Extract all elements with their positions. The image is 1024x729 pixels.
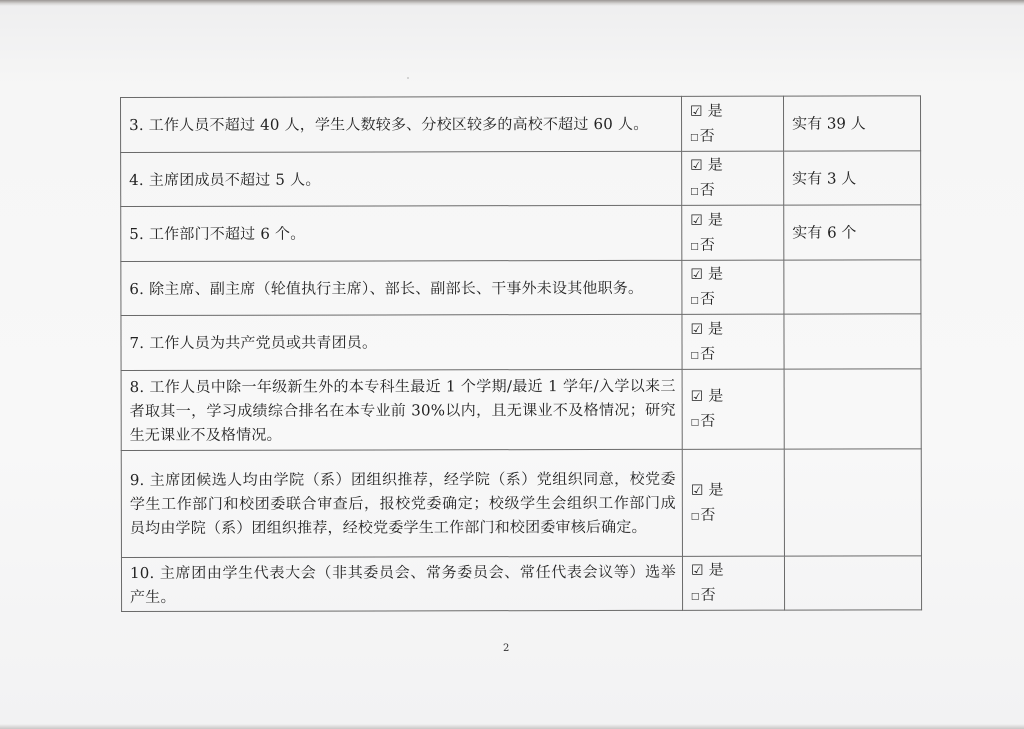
- yes-label: 是: [707, 210, 723, 229]
- empty-box-icon[interactable]: □: [690, 417, 700, 428]
- checked-box-icon[interactable]: ☑: [690, 266, 703, 283]
- criterion-text: 4. 主席团成员不超过 5 人。: [121, 151, 682, 206]
- no-option[interactable]: [691, 409, 778, 435]
- empty-box-icon[interactable]: □: [690, 186, 699, 197]
- table-row: [121, 556, 921, 612]
- checked-box-icon[interactable]: ☑: [690, 482, 704, 499]
- yes-no-options: [682, 260, 784, 314]
- yes-option[interactable]: [691, 384, 778, 409]
- no-label: 否: [700, 585, 716, 604]
- note-cell: 实有 3 人: [784, 151, 921, 205]
- yes-label: 是: [708, 560, 724, 579]
- yes-option[interactable]: [691, 558, 778, 583]
- note-cell: [784, 369, 921, 449]
- yes-label: 是: [707, 101, 723, 120]
- checked-box-icon[interactable]: ☑: [690, 562, 704, 579]
- yes-option[interactable]: [690, 153, 777, 178]
- checked-box-icon[interactable]: ☑: [690, 212, 703, 229]
- criterion-text: 3. 工作人员不超过 40 人，学生人数较多、分校区较多的高校不超过 60 人。: [121, 96, 682, 152]
- no-option[interactable]: [690, 287, 777, 313]
- criterion-text: 7. 工作人员为共产党员或共青团员。: [121, 314, 682, 370]
- paper-speck: [407, 77, 409, 79]
- empty-box-icon[interactable]: □: [690, 350, 700, 361]
- no-label: 否: [699, 289, 715, 308]
- yes-no-options: [682, 151, 784, 205]
- note-cell: 实有 6 个: [784, 205, 921, 260]
- yes-no-options: [682, 449, 784, 556]
- table-row: [121, 205, 921, 262]
- page-bottom-edge: [0, 724, 1024, 729]
- criterion-text: 6. 除主席、副主席（轮值执行主席）、部长、副部长、干事外未设其他职务。: [121, 260, 682, 315]
- criterion-text: 5. 工作部门不超过 6 个。: [121, 205, 682, 261]
- criterion-text: 9. 主席团候选人均由学院（系）团组织推荐，经学院（系）党组织同意，校党委学生工作部门和校团委联合审查后，报校党委确定；校级学生会组织工作部门成员均由学院（系）团组织推荐，经校党委学生工作部门和校团委审核后确定。: [121, 449, 682, 557]
- yes-no-options: [682, 556, 784, 610]
- empty-box-icon[interactable]: □: [691, 591, 700, 602]
- no-label: 否: [699, 235, 715, 254]
- yes-label: 是: [708, 319, 724, 338]
- criterion-text: 10. 主席团由学生代表大会（非其委员会、常务委员会、常任代表会议等）选举产生。: [121, 556, 682, 611]
- note-cell: [784, 556, 921, 610]
- yes-option[interactable]: [691, 477, 778, 502]
- table-row: [121, 449, 921, 558]
- no-label: 否: [700, 411, 716, 430]
- checked-box-icon[interactable]: ☑: [690, 388, 704, 405]
- yes-no-options: [682, 369, 784, 449]
- note-cell: [784, 260, 921, 314]
- no-option[interactable]: [690, 178, 777, 204]
- table-row: [121, 151, 921, 207]
- table-row: [121, 314, 921, 371]
- no-label: 否: [699, 126, 715, 145]
- table-row: [121, 96, 921, 153]
- no-option[interactable]: [691, 502, 778, 528]
- no-label: 否: [699, 180, 715, 199]
- no-label: 否: [700, 344, 716, 363]
- empty-box-icon[interactable]: □: [690, 295, 699, 306]
- yes-label: 是: [707, 264, 723, 283]
- no-option[interactable]: [691, 341, 778, 367]
- yes-label: 是: [708, 386, 724, 405]
- empty-box-icon[interactable]: □: [690, 132, 699, 143]
- yes-label: 是: [707, 155, 723, 174]
- yes-no-options: [682, 314, 784, 369]
- page-top-edge: [0, 0, 1024, 6]
- checklist-table: [120, 95, 922, 612]
- no-option[interactable]: [690, 123, 777, 149]
- checked-box-icon[interactable]: ☑: [690, 321, 704, 338]
- no-label: 否: [700, 505, 716, 524]
- table-row: [121, 260, 921, 316]
- empty-box-icon[interactable]: □: [690, 241, 699, 252]
- yes-no-options: [681, 96, 783, 151]
- yes-option[interactable]: [690, 207, 777, 232]
- note-cell: [784, 314, 921, 369]
- empty-box-icon[interactable]: □: [690, 511, 700, 522]
- yes-no-options: [682, 205, 784, 260]
- criterion-text: 8. 工作人员中除一年级新生外的本专科生最近 1 个学期/最近 1 学年/入学以来三者取其一，学习成绩综合排名在本专业前 30%以内，且无课业不及格情况；研究生无课业不及格情况。: [121, 369, 682, 450]
- yes-label: 是: [708, 480, 724, 499]
- yes-option[interactable]: [690, 98, 777, 123]
- note-cell: [784, 449, 921, 556]
- no-option[interactable]: [690, 232, 777, 258]
- no-option[interactable]: [691, 583, 778, 609]
- table-row: [121, 369, 921, 451]
- note-cell: 实有 39 人: [783, 96, 920, 151]
- checked-box-icon[interactable]: ☑: [690, 157, 703, 174]
- checked-box-icon[interactable]: ☑: [690, 103, 703, 120]
- yes-option[interactable]: [690, 316, 777, 341]
- yes-option[interactable]: [690, 262, 777, 287]
- page-number: 2: [503, 643, 510, 654]
